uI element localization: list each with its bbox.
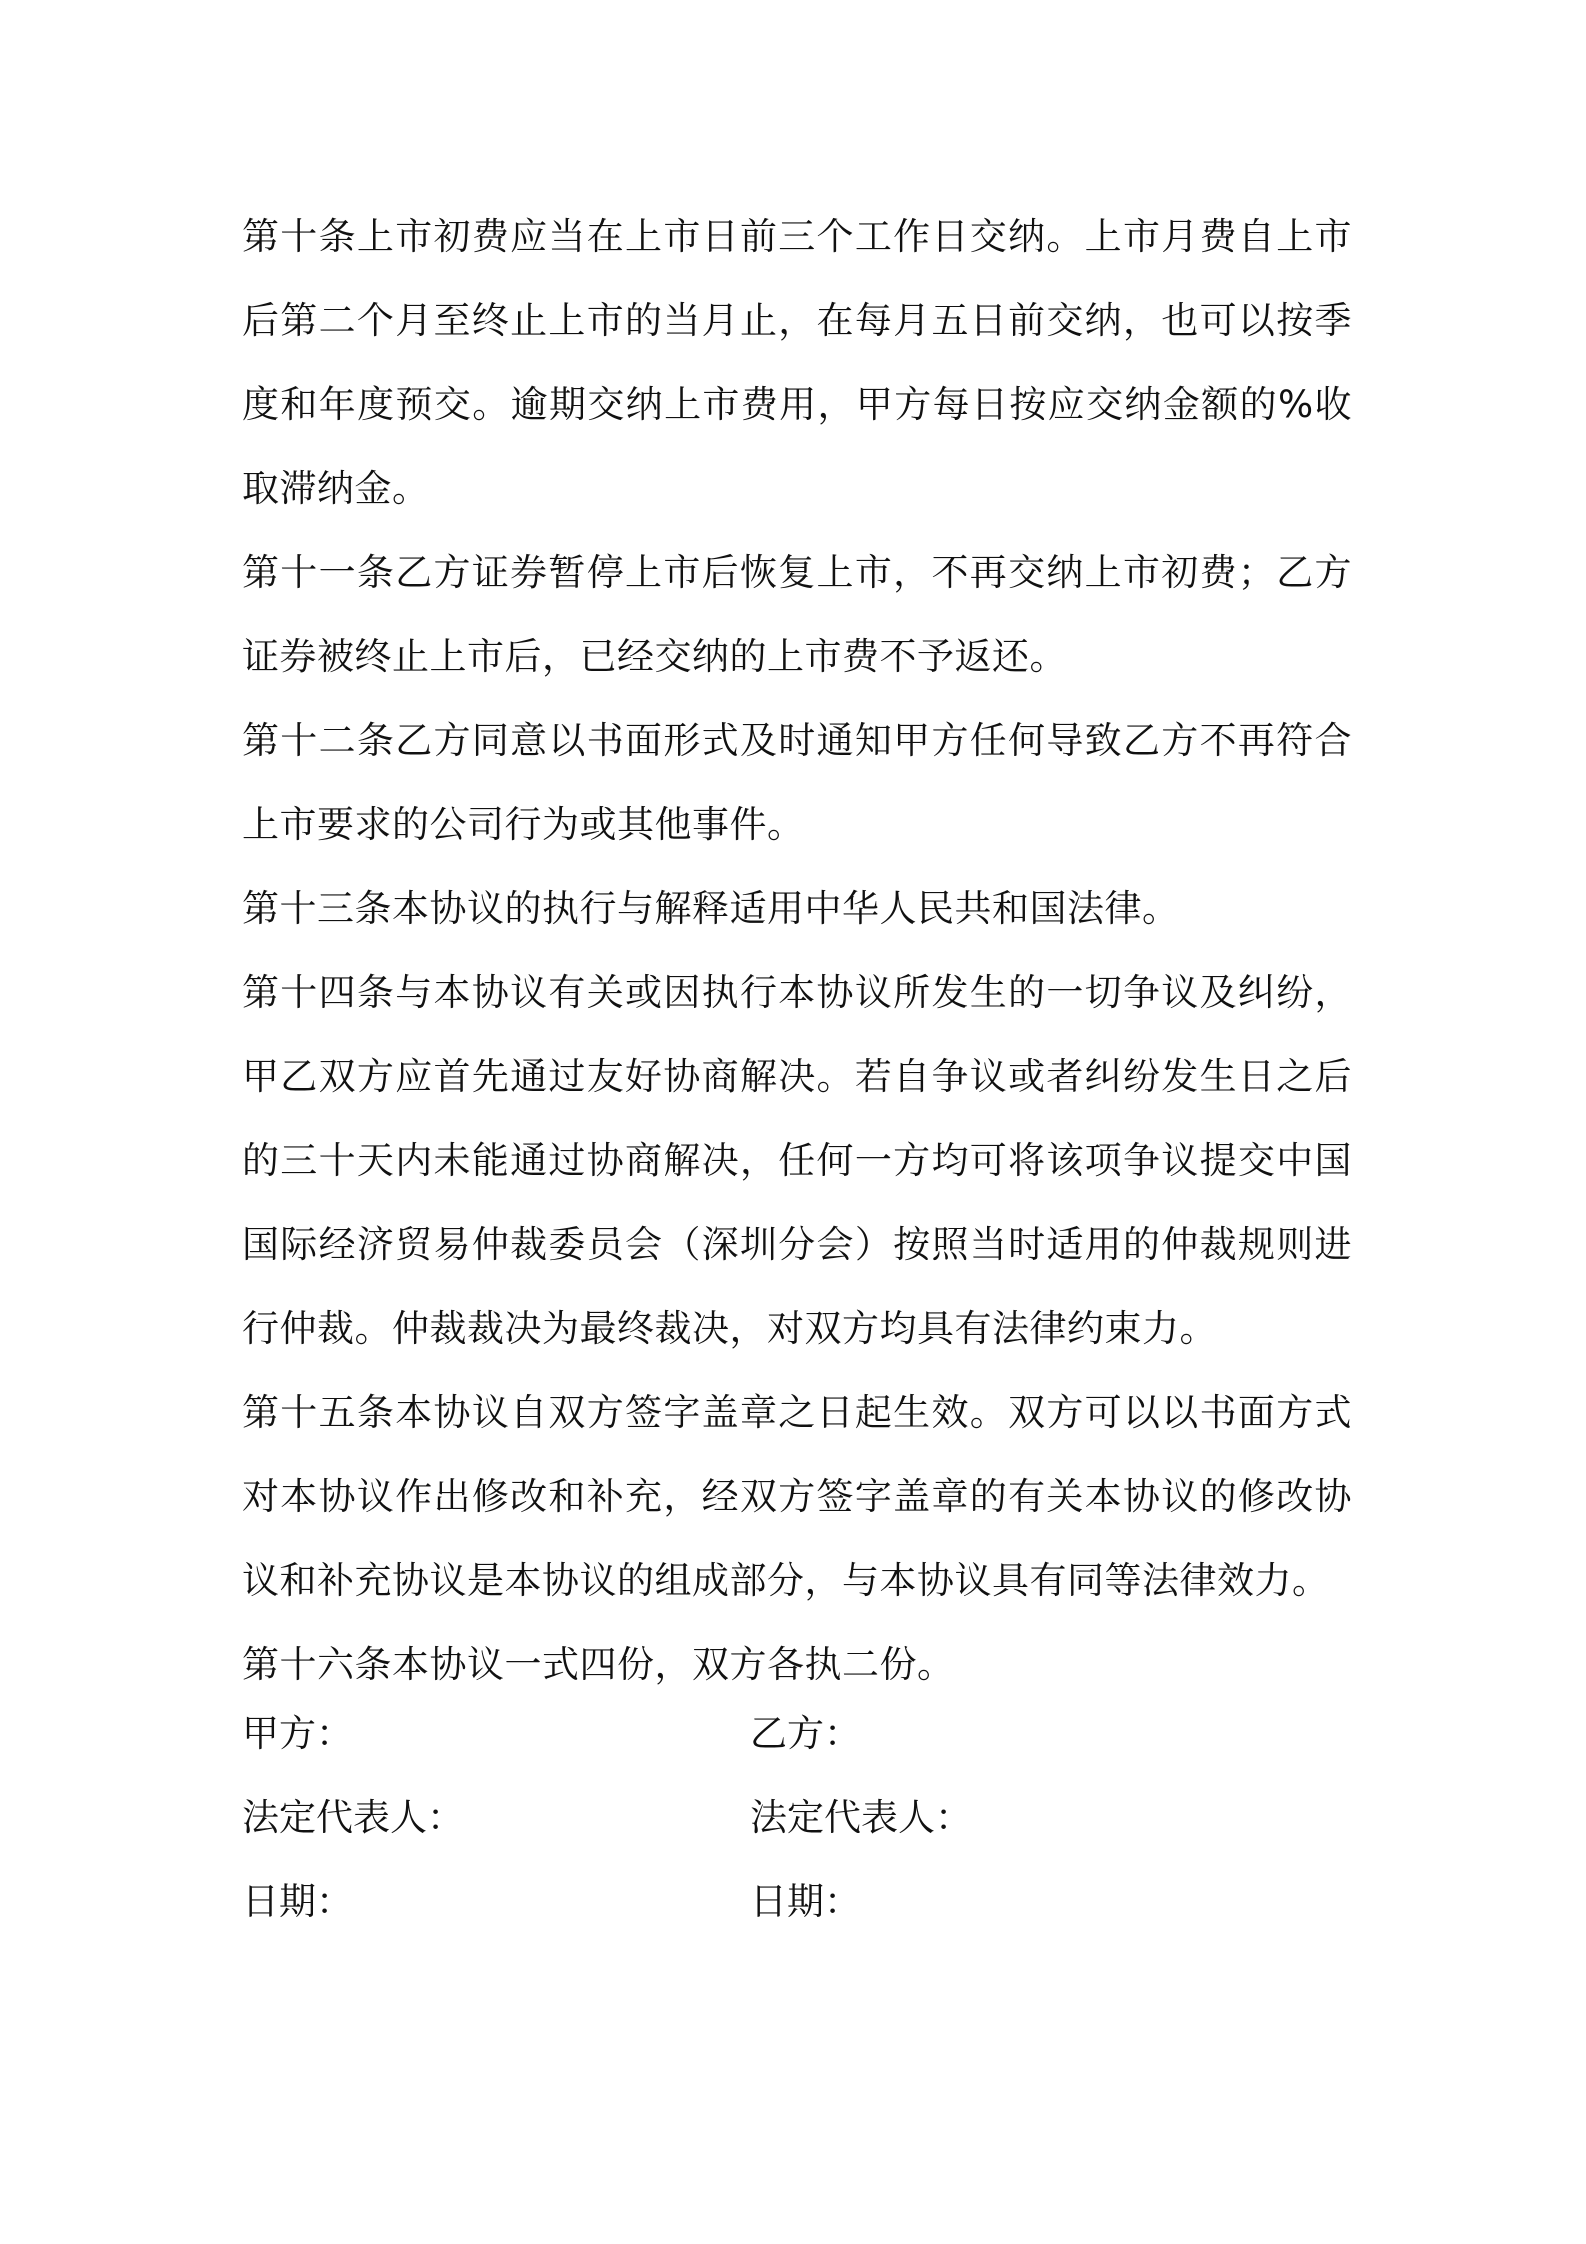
date-a-label: 日期： — [242, 1880, 353, 1923]
article-13: 第十三条本协议的执行与解释适用中华人民共和国法律。 — [242, 887, 1180, 930]
article-12: 第十二条乙方同意以书面形式及时通知甲方任何导致乙方不再符合上市要求的公司行为或其他事件。 — [242, 719, 1352, 846]
rep-b-label: 法定代表人： — [750, 1796, 972, 1839]
date-row — [242, 1860, 1352, 1944]
article-10: 第十条上市初费应当在上市日前三个工作日交纳。上市月费自上市后第二个月至终止上市的当月止，在每月五日前交纳，也可以按季度和年度预交。逾期交纳上市费用，甲方每日按应交纳金额的%收取滞纳金。 — [242, 215, 1352, 510]
rep-a-label: 法定代表人： — [242, 1796, 464, 1839]
party-row — [242, 1692, 1352, 1776]
contract-body — [242, 195, 1352, 1707]
date-b-label: 日期： — [750, 1880, 861, 1923]
party-a-label: 甲方： — [242, 1712, 353, 1755]
article-11: 第十一条乙方证券暂停上市后恢复上市，不再交纳上市初费；乙方证券被终止上市后，已经交纳的上市费不予返还。 — [242, 551, 1352, 678]
representative-row — [242, 1776, 1352, 1860]
party-b-label: 乙方： — [750, 1712, 861, 1755]
article-15: 第十五条本协议自双方签字盖章之日起生效。双方可以以书面方式对本协议作出修改和补充，经双方签字盖章的有关本协议的修改协议和补充协议是本协议的组成部分，与本协议具有同等法律效力。 — [242, 1391, 1352, 1602]
signature-block — [242, 1692, 1352, 1944]
article-14: 第十四条与本协议有关或因执行本协议所发生的一切争议及纠纷，甲乙双方应首先通过友好协商解决。若自争议或者纠纷发生日之后的三十天内未能通过协商解决，任何一方均可将该项争议提交中国国际经济贸易仲裁委员会（深圳分会）按照当时适用的仲裁规则进行仲裁。仲裁裁决为最终裁决，对双方均具有法律约束力。 — [242, 971, 1352, 1350]
article-16: 第十六条本协议一式四份，双方各执二份。 — [242, 1643, 955, 1686]
